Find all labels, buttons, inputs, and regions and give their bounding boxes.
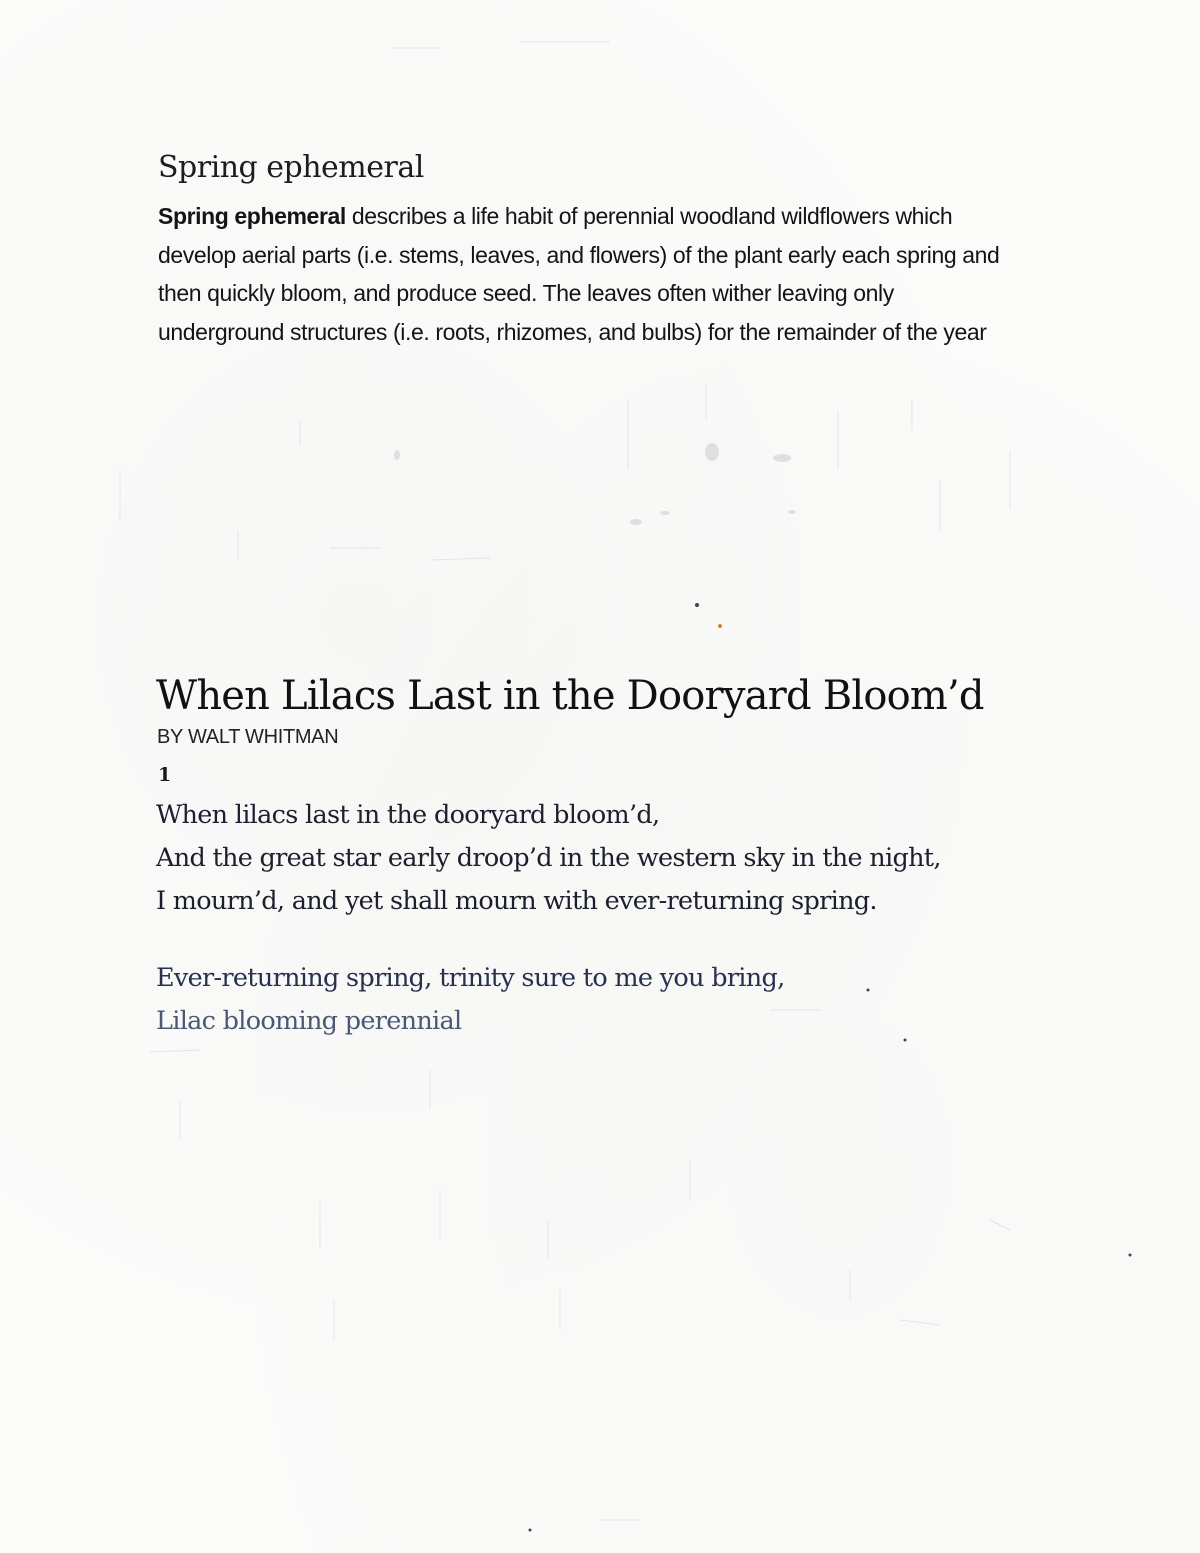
stanza xyxy=(156,957,1056,1043)
section-heading: Spring ephemeral xyxy=(158,150,424,185)
stanza xyxy=(156,794,1056,923)
spring-ephemeral-section xyxy=(158,150,1018,351)
poem-line: When lilacs last in the dooryard bloom’d, xyxy=(156,800,660,830)
poem-line: And the great star early droop’d in the western sky in the night, xyxy=(156,843,941,873)
poem-byline: BY WALT WHITMAN xyxy=(157,726,339,748)
section-number: 1 xyxy=(158,764,172,786)
poem-section xyxy=(156,668,1056,1077)
poem-line: Lilac blooming perennial xyxy=(156,1006,462,1036)
definition-term: Spring ephemeral xyxy=(158,203,346,229)
poem-line: Ever-returning spring, trinity sure to me you bring, xyxy=(156,963,785,993)
definition-text: describes a life habit of perennial woodland wildflowers which develop aerial parts (i.e. stems, leaves, and flowers) of the plant early each spring and then quickly bloom, and produce seed. The leaves often wither leaving only underground structures (i.e. roots, rhizomes, and bulbs) for the remainder of the year xyxy=(158,203,1000,345)
poem-title: When Lilacs Last in the Dooryard Bloom’d xyxy=(156,673,984,719)
definition-paragraph xyxy=(158,197,1018,351)
poem-line: I mourn’d, and yet shall mourn with ever-returning spring. xyxy=(156,886,877,916)
